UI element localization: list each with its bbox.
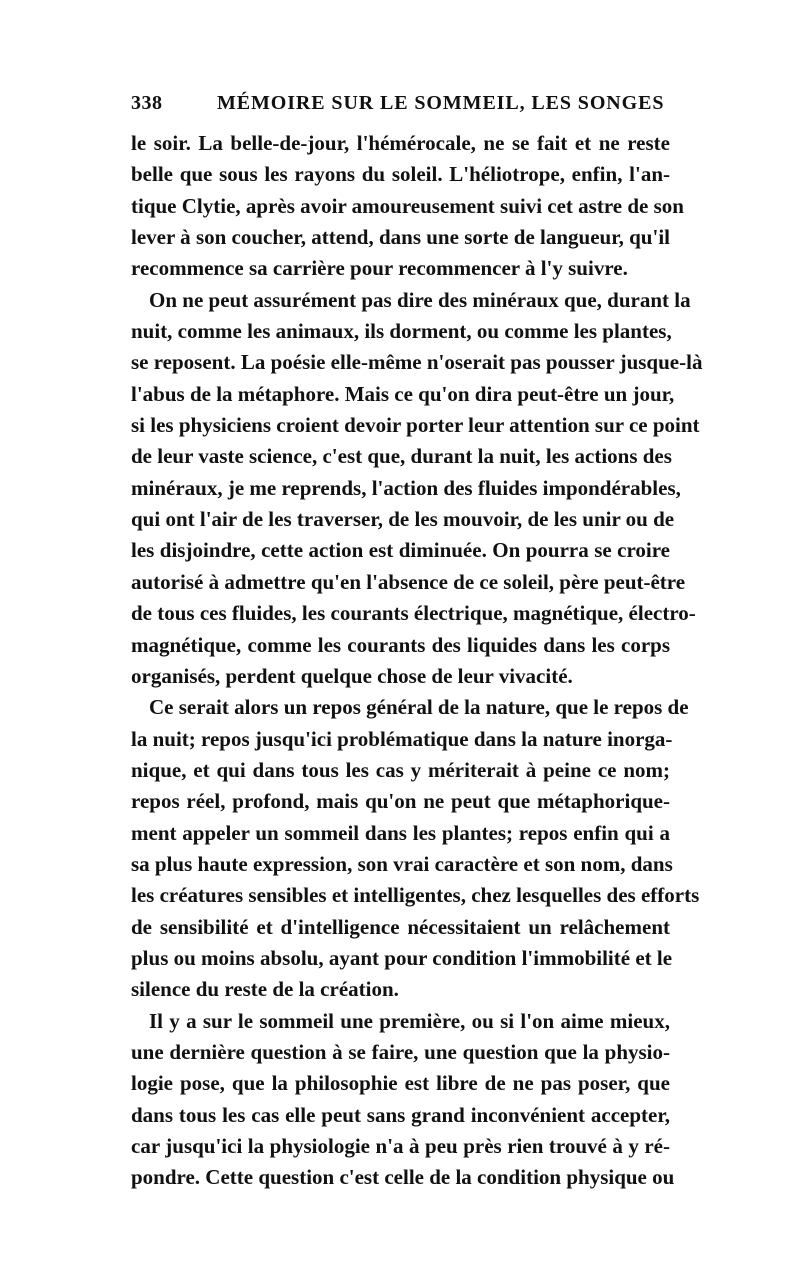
text-line: le soir. La belle-de-jour, l'hémérocale, ne se fait et ne reste <box>131 131 670 155</box>
text-line: la nuit; repos jusqu'ici problématique dans la nature inorga- <box>131 726 673 751</box>
text-line: les disjoindre, cette action est diminuée. On pourra se croire <box>131 538 670 563</box>
text-line: se reposent. La poésie elle-même n'oserait pas pousser jusque-là <box>131 350 703 375</box>
text-line: de leur vaste science, c'est que, durant la nuit, les actions des <box>131 444 672 469</box>
text-line: organisés, perdent quelque chose de leur vivacité. <box>131 663 573 688</box>
text-line: les créatures sensibles et intelligentes, chez lesquelles des efforts <box>131 883 700 908</box>
text-line: pondre. Cette question c'est celle de la condition physique ou <box>131 1165 675 1190</box>
text-line: nuit, comme les animaux, ils dorment, ou comme les plantes, <box>131 319 672 344</box>
text-line: car jusqu'ici la physiologie n'a à peu près rien trouvé à y ré- <box>131 1134 670 1158</box>
text-line: Ce serait alors un repos général de la nature, que le repos de <box>149 695 689 720</box>
body-text <box>131 128 703 1194</box>
text-line: logie pose, que la philosophie est libre de ne pas poser, que <box>131 1071 670 1096</box>
text-line: l'abus de la métaphore. Mais ce qu'on dira peut-être un jour, <box>131 381 675 406</box>
running-title: MÉMOIRE SUR LE SOMMEIL, LES SONGES <box>217 92 665 114</box>
text-line: plus ou moins absolu, ayant pour condition l'immobilité et le <box>131 945 673 970</box>
text-line: minéraux, je me reprends, l'action des fluides impondérables, <box>131 475 681 500</box>
text-line: de sensibilité et d'intelligence nécessitaient un relâchement <box>131 914 670 939</box>
text-line: magnétique, comme les courants des liquides dans les corps <box>131 632 670 657</box>
text-line: si les physiciens croient devoir porter leur attention sur ce point <box>131 413 700 438</box>
text-line: sa plus haute expression, son vrai caractère et son nom, dans <box>131 851 673 876</box>
text-line: ment appeler un sommeil dans les plantes; repos enfin qui a <box>131 820 670 845</box>
text-line: de tous ces fluides, les courants électrique, magnétique, électro- <box>131 601 696 626</box>
text-line: Il y a sur le sommeil une première, ou si l'on aime mieux, <box>149 1008 670 1033</box>
text-line: nique, et qui dans tous les cas y mériterait à peine ce nom; <box>131 757 670 782</box>
text-line: dans tous les cas elle peut sans grand inconvénient accepter, <box>131 1102 670 1127</box>
text-line: lever à son coucher, attend, dans une sorte de langueur, qu'il <box>131 225 670 250</box>
text-line: qui ont l'air de les traverser, de les mouvoir, de les unir ou de <box>131 507 675 532</box>
text-line: autorisé à admettre qu'en l'absence de ce soleil, père peut-être <box>131 569 686 594</box>
text-line: recommence sa carrière pour recommencer à l'y suivre. <box>131 256 628 281</box>
text-line: tique Clytie, après avoir amoureusement suivi cet astre de son <box>131 193 684 218</box>
text-line: repos réel, profond, mais qu'on ne peut que métaphorique- <box>131 789 670 814</box>
text-line: belle que sous les rayons du soleil. L'héliotrope, enfin, l'an- <box>131 162 670 187</box>
text-line: silence du reste de la création. <box>131 977 399 1002</box>
text-line: On ne peut assurément pas dire des minéraux que, durant la <box>149 287 691 312</box>
running-header <box>131 92 670 122</box>
page-number: 338 <box>131 92 163 114</box>
text-line: une dernière question à se faire, une question que la physio- <box>131 1039 670 1064</box>
